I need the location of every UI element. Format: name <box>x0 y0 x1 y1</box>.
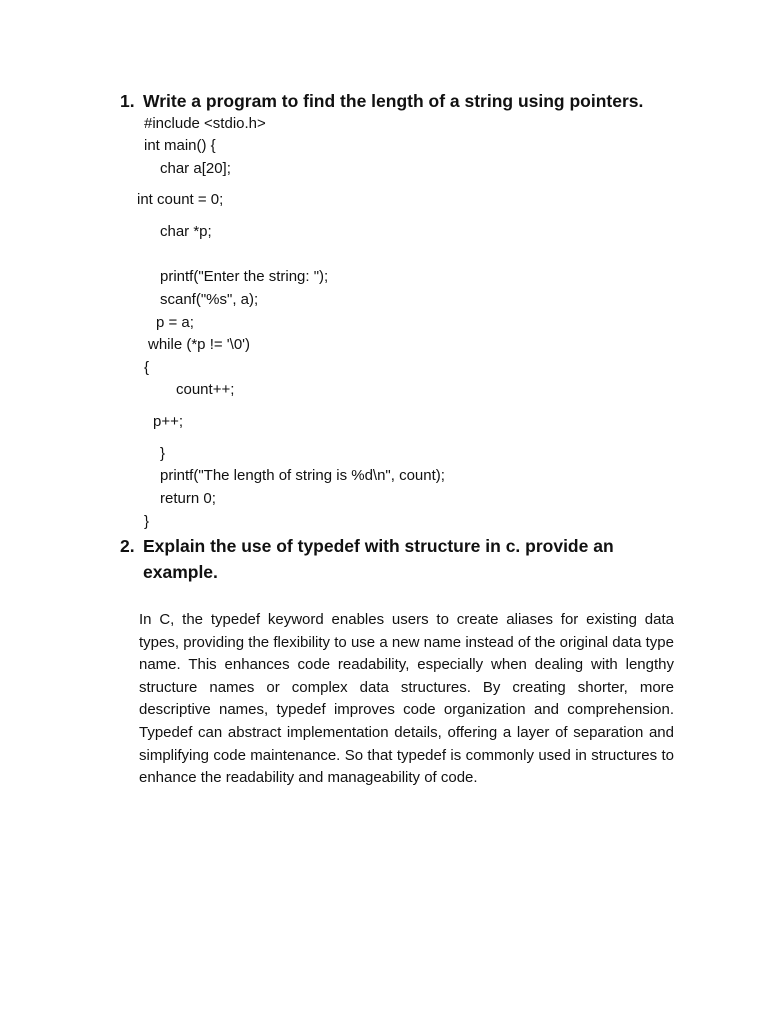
code-line: } <box>144 513 150 530</box>
code-line: int count = 0; <box>137 191 224 208</box>
code-line: int main() { <box>144 137 216 154</box>
code-line: while (*p != '\0') <box>148 336 251 353</box>
code-line: #include <stdio.h> <box>144 115 266 132</box>
code-line: { <box>144 359 150 376</box>
question-2-text: Explain the use of typedef with structure in c. provide an example. <box>143 536 614 582</box>
code-line: count++; <box>176 381 235 398</box>
code-line: } <box>160 445 166 462</box>
code-line: p = a; <box>156 314 194 331</box>
code-line: scanf("%s", a); <box>160 291 259 308</box>
code-line: printf("The length of string is %d\n", count); <box>160 467 445 484</box>
code-line: return 0; <box>160 490 216 507</box>
question-1-heading <box>120 88 680 114</box>
question-1-number: 1. <box>120 91 135 111</box>
question-2-heading <box>120 533 640 585</box>
code-line: printf("Enter the string: "); <box>160 268 329 285</box>
question-2-number: 2. <box>120 536 135 556</box>
answer-2-paragraph: In C, the typedef keyword enables users to create aliases for existing data types, providing the flexibility to use a new name instead of the original data type name. This enhances code readability, especially when dealing with lengthy structure names or complex data structures. By creating shorter, more descriptive names, typedef improves code organization and comprehension. Typedef can abstract implementation details, offering a layer of separation and simplifying code maintenance. So that typedef is commonly used in structures to enhance the readability and manageability of code. <box>139 611 674 787</box>
code-line: char a[20]; <box>160 160 231 177</box>
code-line: p++; <box>153 413 184 430</box>
question-1-text: Write a program to find the length of a string using pointers. <box>143 91 644 111</box>
code-line: char *p; <box>160 223 212 240</box>
